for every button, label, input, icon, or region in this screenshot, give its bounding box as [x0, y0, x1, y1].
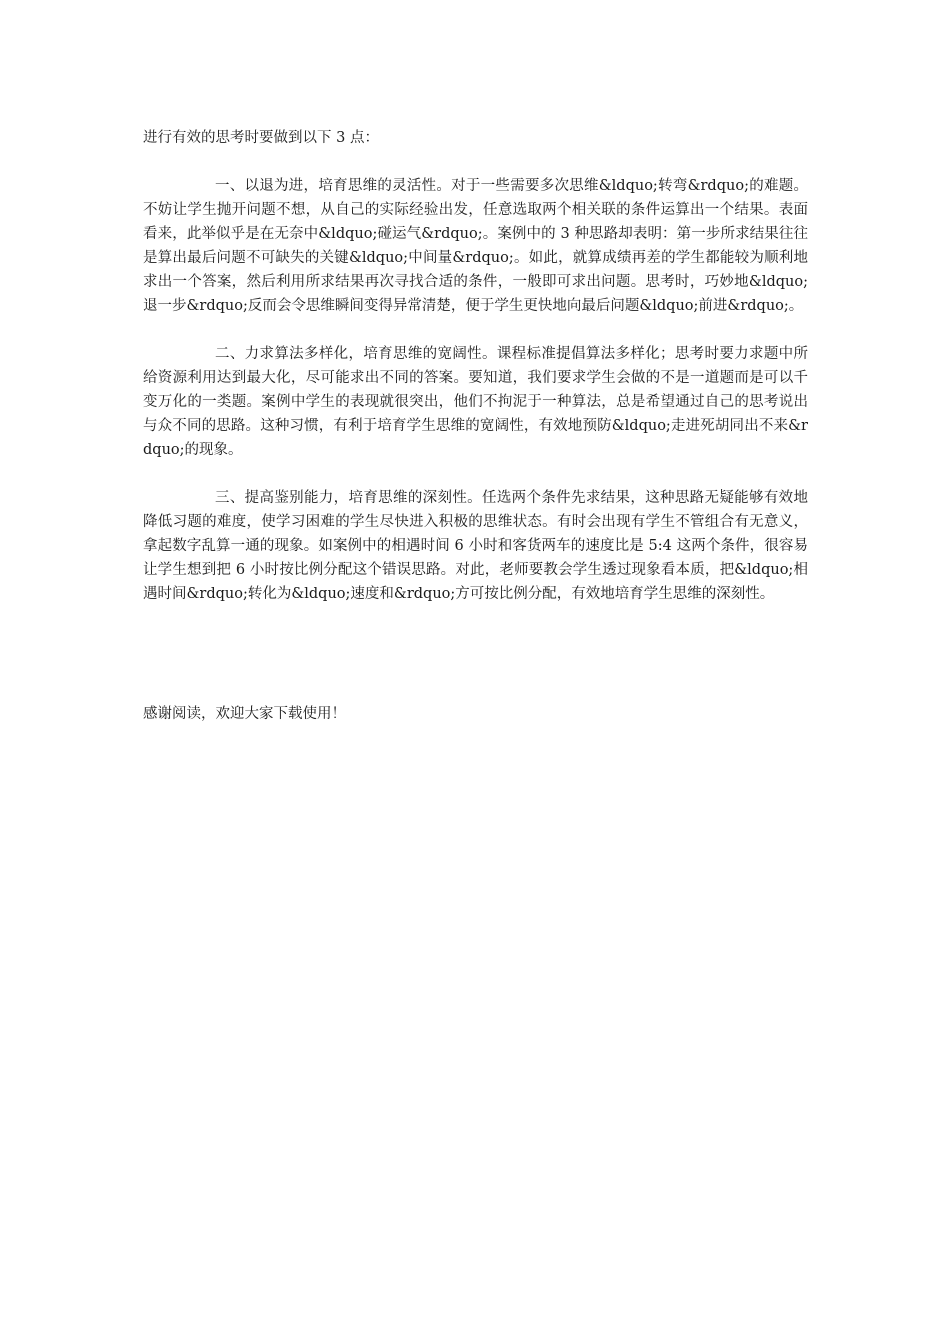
document-page — [143, 126, 808, 726]
intro-text: 进行有效的思考时要做到以下 3 点： — [143, 130, 379, 146]
paragraph-two: 二、力求算法多样化，培育思维的宽阔性。课程标准提倡算法多样化；思考时要力求题中所给资源利用达到最大化，尽可能求出不同的答案。要知道，我们要求学生会做的不是一道题而是可以千变万化的一类题。案例中学生的表现就很突出，他们不拘泥于一种算法，总是希望通过自己的思考说出与众不同的思路。这种习惯，有利于培育学生思维的宽阔性，有效地预防&ldquo;走进死胡同出不来&rdquo;的现象。 — [143, 346, 808, 458]
closing-text: 感谢阅读，欢迎大家下载使用！ — [143, 706, 346, 722]
paragraph-three: 三、提高鉴别能力，培育思维的深刻性。任选两个条件先求结果，这种思路无疑能够有效地降低习题的难度，使学习困难的学生尽快进入积极的思维状态。有时会出现有学生不管组合有无意义，拿起数字乱算一通的现象。如案例中的相遇时间 6 小时和客货两车的速度比是 5:4 这两个条件，很容易让学生想到把 6 小时按比例分配这个错误思路。对此，老师要教会学生透过现象看本质，把&ldquo;相遇时间&rdquo;转化为&ldquo;速度和&rdquo;方可按比例分配，有效地培育学生思维的深刻性。 — [143, 490, 808, 602]
paragraph-one: 一、以退为进，培育思维的灵活性。对于一些需要多次思维&ldquo;转弯&rdquo;的难题。不妨让学生抛开问题不想，从自己的实际经验出发，任意选取两个相关联的条件运算出一个结果。表面看来，此举似乎是在无奈中&ldquo;碰运气&rdquo;。案例中的 3 种思路却表明：第一步所求结果往往是算出最后问题不可缺失的关键&ldquo;中间量&rdquo;。如此，就算成绩再差的学生都能较为顺利地求出一个答案，然后利用所求结果再次寻找合适的条件，一般即可求出问题。思考时，巧妙地&ldquo;退一步&rdquo;反而会令思维瞬间变得异常清楚，便于学生更快地向最后问题&ldquo;前进&rdquo;。 — [143, 178, 808, 314]
